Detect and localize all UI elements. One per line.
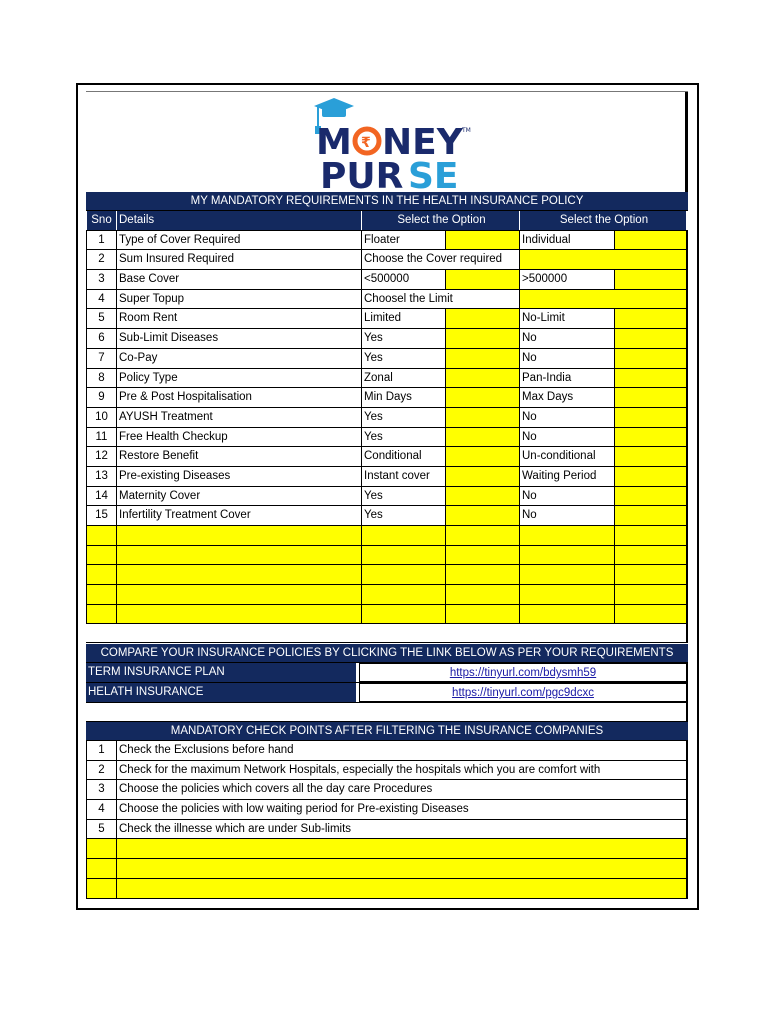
blank-cell[interactable] — [614, 565, 688, 584]
svg-text:₹: ₹ — [361, 135, 371, 151]
option-1-select[interactable] — [445, 506, 519, 525]
requirement-row — [86, 388, 688, 408]
option-2-select[interactable] — [614, 506, 688, 525]
requirement-row — [86, 329, 688, 349]
option-2-select[interactable] — [614, 329, 688, 348]
option-1-value[interactable]: Yes — [361, 329, 445, 348]
requirement-row — [86, 250, 688, 270]
blank-cell[interactable] — [614, 546, 688, 565]
row-sno: 14 — [86, 487, 116, 506]
option-2-select[interactable] — [614, 309, 688, 328]
checkpoint-row — [86, 800, 688, 820]
option-2-value[interactable]: No — [519, 408, 614, 427]
option-1-value[interactable]: Min Days — [361, 388, 445, 407]
row-sno: 13 — [86, 467, 116, 486]
requirement-row — [86, 369, 688, 389]
option-2-select[interactable] — [614, 349, 688, 368]
blank-cell[interactable] — [361, 526, 445, 545]
row-sno: 6 — [86, 329, 116, 348]
svg-text:TM: TM — [462, 127, 471, 134]
blank-cell[interactable] — [116, 859, 688, 878]
svg-text:M: M — [316, 122, 352, 163]
blank-cell[interactable] — [445, 605, 519, 624]
checkpoint-sno: 1 — [86, 741, 116, 760]
option-1-select[interactable] — [445, 487, 519, 506]
option-1-value[interactable]: Limited — [361, 309, 445, 328]
blank-cell[interactable] — [519, 585, 614, 604]
blank-cell[interactable] — [445, 526, 519, 545]
blank-checkpoint-row[interactable] — [86, 839, 688, 859]
svg-text:NEY: NEY — [382, 122, 463, 163]
blank-cell[interactable] — [116, 879, 688, 898]
requirement-row — [86, 231, 688, 251]
header-details: Details — [116, 211, 361, 230]
svg-text:SE: SE — [408, 156, 459, 192]
term-insurance-label: TERM INSURANCE PLAN — [86, 663, 359, 682]
row-sno: 12 — [86, 447, 116, 466]
option-2-select[interactable] — [614, 487, 688, 506]
row-detail: Pre-existing Diseases — [116, 467, 361, 486]
blank-checkpoint-row[interactable] — [86, 879, 688, 899]
option-2-value[interactable]: Waiting Period — [519, 467, 614, 486]
option-1-select[interactable] — [445, 369, 519, 388]
checkpoints-title: MANDATORY CHECK POINTS AFTER FILTERING THE INSURANCE COMPANIES — [86, 722, 688, 741]
health-insurance-link[interactable]: https://tinyurl.com/pgc9dcxc — [359, 683, 688, 702]
blank-cell[interactable] — [116, 839, 688, 858]
option-2-select[interactable] — [614, 467, 688, 486]
requirement-row — [86, 408, 688, 428]
row-detail: Base Cover — [116, 270, 361, 289]
header-sno: Sno — [86, 211, 116, 230]
blank-cell[interactable] — [519, 605, 614, 624]
blank-cell[interactable] — [86, 546, 116, 565]
requirement-row — [86, 290, 688, 310]
row-sno: 11 — [86, 428, 116, 447]
blank-requirement-row[interactable] — [86, 546, 688, 566]
option-1-select[interactable] — [445, 408, 519, 427]
blank-cell[interactable] — [116, 526, 361, 545]
row-sno: 9 — [86, 388, 116, 407]
requirement-row — [86, 349, 688, 369]
row-detail: Free Health Checkup — [116, 428, 361, 447]
requirement-row — [86, 270, 688, 290]
blank-cell[interactable] — [361, 605, 445, 624]
term-insurance-link[interactable]: https://tinyurl.com/bdysmh59 — [359, 663, 688, 682]
requirement-row — [86, 428, 688, 448]
blank-cell[interactable] — [519, 526, 614, 545]
checkpoint-row — [86, 741, 688, 761]
term-insurance-row — [86, 663, 688, 683]
option-2-value[interactable]: Individual — [519, 231, 614, 250]
checkpoint-sno: 3 — [86, 780, 116, 799]
option-2-select[interactable] — [614, 408, 688, 427]
row-detail: Policy Type — [116, 369, 361, 388]
option-1-select[interactable] — [445, 388, 519, 407]
blank-cell[interactable] — [361, 565, 445, 584]
health-insurance-label: HELATH INSURANCE — [86, 683, 359, 702]
option-2-select[interactable] — [519, 250, 688, 269]
blank-cell[interactable] — [86, 565, 116, 584]
checkpoint-text: Check the illnesse which are under Sub-limits — [116, 820, 688, 839]
requirements-table — [86, 192, 688, 643]
option-1-value[interactable]: Instant cover — [361, 467, 445, 486]
blank-cell[interactable] — [116, 565, 361, 584]
row-sno: 3 — [86, 270, 116, 289]
option-2-value[interactable]: >500000 — [519, 270, 614, 289]
row-detail: Super Topup — [116, 290, 361, 309]
option-1-select[interactable] — [445, 349, 519, 368]
option-2-value[interactable]: No — [519, 428, 614, 447]
row-detail: Type of Cover Required — [116, 231, 361, 250]
blank-cell[interactable] — [445, 585, 519, 604]
requirements-spacer — [86, 624, 688, 643]
checkpoints-section — [86, 722, 688, 899]
blank-requirement-row[interactable] — [86, 565, 688, 585]
blank-cell[interactable] — [86, 605, 116, 624]
row-detail: Pre & Post Hospitalisation — [116, 388, 361, 407]
header-option-2: Select the Option — [519, 211, 688, 230]
row-sno: 2 — [86, 250, 116, 269]
blank-cell[interactable] — [116, 585, 361, 604]
requirements-rows — [86, 231, 688, 526]
requirement-row — [86, 447, 688, 467]
option-1-value[interactable]: Yes — [361, 506, 445, 525]
option-1-select[interactable] — [445, 428, 519, 447]
blank-cell[interactable] — [614, 526, 688, 545]
blank-requirement-row[interactable] — [86, 585, 688, 605]
row-detail: Sub-Limit Diseases — [116, 329, 361, 348]
checkpoint-row — [86, 761, 688, 781]
blank-cell[interactable] — [614, 605, 688, 624]
option-1-value[interactable]: Yes — [361, 428, 445, 447]
option-1-select[interactable] — [445, 270, 519, 289]
option-1-value[interactable]: Yes — [361, 408, 445, 427]
option-1-value[interactable]: Choose the Cover required — [361, 250, 519, 269]
requirements-header-row — [86, 211, 688, 231]
blank-cell[interactable] — [519, 546, 614, 565]
option-2-value[interactable]: No — [519, 349, 614, 368]
checkpoint-text: Check the Exclusions before hand — [116, 741, 688, 760]
row-detail: Maternity Cover — [116, 487, 361, 506]
option-1-value[interactable]: Choosel the Limit — [361, 290, 519, 309]
requirements-title: MY MANDATORY REQUIREMENTS IN THE HEALTH INSURANCE POLICY — [86, 192, 688, 211]
checkpoints-blank-rows — [86, 839, 688, 898]
option-1-value[interactable]: <500000 — [361, 270, 445, 289]
option-1-select[interactable] — [445, 231, 519, 250]
blank-cell[interactable] — [116, 546, 361, 565]
option-2-value[interactable]: No — [519, 487, 614, 506]
row-sno: 10 — [86, 408, 116, 427]
row-detail: Room Rent — [116, 309, 361, 328]
row-sno: 15 — [86, 506, 116, 525]
checkpoints-rows — [86, 741, 688, 839]
option-2-select[interactable] — [614, 270, 688, 289]
row-sno: 5 — [86, 309, 116, 328]
blank-cell[interactable] — [361, 585, 445, 604]
row-detail: Infertility Treatment Cover — [116, 506, 361, 525]
option-2-value[interactable]: No-Limit — [519, 309, 614, 328]
option-1-value[interactable]: Zonal — [361, 369, 445, 388]
blank-cell[interactable] — [86, 526, 116, 545]
option-2-select[interactable] — [614, 231, 688, 250]
row-sno: 1 — [86, 231, 116, 250]
blank-cell[interactable] — [445, 546, 519, 565]
option-2-select[interactable] — [614, 447, 688, 466]
checkpoint-sno: 5 — [86, 820, 116, 839]
checkpoint-sno: 4 — [86, 800, 116, 819]
blank-requirement-row[interactable] — [86, 605, 688, 625]
option-1-select[interactable] — [445, 309, 519, 328]
row-detail: Co-Pay — [116, 349, 361, 368]
requirement-row — [86, 467, 688, 487]
option-2-value[interactable]: No — [519, 506, 614, 525]
money-purse-logo — [312, 96, 492, 192]
option-2-select[interactable] — [519, 290, 688, 309]
option-2-value[interactable]: Un-conditional — [519, 447, 614, 466]
option-1-select[interactable] — [445, 447, 519, 466]
option-2-select[interactable] — [614, 388, 688, 407]
row-detail: Restore Benefit — [116, 447, 361, 466]
option-2-select[interactable] — [614, 369, 688, 388]
blank-cell[interactable] — [361, 546, 445, 565]
row-sno: 4 — [86, 290, 116, 309]
checkpoint-row — [86, 820, 688, 840]
option-1-value[interactable]: Yes — [361, 349, 445, 368]
right-rule — [685, 92, 688, 192]
svg-text:PUR: PUR — [320, 156, 404, 192]
row-detail: Sum Insured Required — [116, 250, 361, 269]
option-2-value[interactable]: Pan-India — [519, 369, 614, 388]
blank-cell[interactable] — [86, 859, 116, 878]
requirements-blank-rows — [86, 526, 688, 624]
top-rule — [86, 91, 688, 92]
option-2-value[interactable]: Max Days — [519, 388, 614, 407]
option-1-select[interactable] — [445, 329, 519, 348]
row-sno: 7 — [86, 349, 116, 368]
checkpoint-row — [86, 780, 688, 800]
row-detail: AYUSH Treatment — [116, 408, 361, 427]
health-insurance-row — [86, 683, 688, 703]
option-1-value[interactable]: Yes — [361, 487, 445, 506]
blank-cell[interactable] — [86, 839, 116, 858]
requirement-row — [86, 309, 688, 329]
blank-cell[interactable] — [86, 879, 116, 898]
blank-cell[interactable] — [445, 565, 519, 584]
compare-title: COMPARE YOUR INSURANCE POLICIES BY CLICKING THE LINK BELOW AS PER YOUR REQUIREMENTS — [86, 644, 688, 663]
compare-section — [86, 644, 688, 722]
checkpoint-text: Check for the maximum Network Hospitals, especially the hospitals which you are comfort with — [116, 761, 688, 780]
option-1-value[interactable]: Floater — [361, 231, 445, 250]
blank-cell[interactable] — [614, 585, 688, 604]
blank-cell[interactable] — [116, 605, 361, 624]
requirement-row — [86, 506, 688, 526]
blank-checkpoint-row[interactable] — [86, 859, 688, 879]
blank-requirement-row[interactable] — [86, 526, 688, 546]
option-2-select[interactable] — [614, 428, 688, 447]
blank-cell[interactable] — [86, 585, 116, 604]
requirement-row — [86, 487, 688, 507]
checkpoint-text: Choose the policies with low waiting period for Pre-existing Diseases — [116, 800, 688, 819]
compare-spacer — [86, 703, 688, 722]
option-2-value[interactable]: No — [519, 329, 614, 348]
option-1-value[interactable]: Conditional — [361, 447, 445, 466]
blank-cell[interactable] — [519, 565, 614, 584]
checkpoint-text: Choose the policies which covers all the day care Procedures — [116, 780, 688, 799]
option-1-select[interactable] — [445, 467, 519, 486]
row-sno: 8 — [86, 369, 116, 388]
checkpoint-sno: 2 — [86, 761, 116, 780]
header-option-1: Select the Option — [361, 211, 519, 230]
